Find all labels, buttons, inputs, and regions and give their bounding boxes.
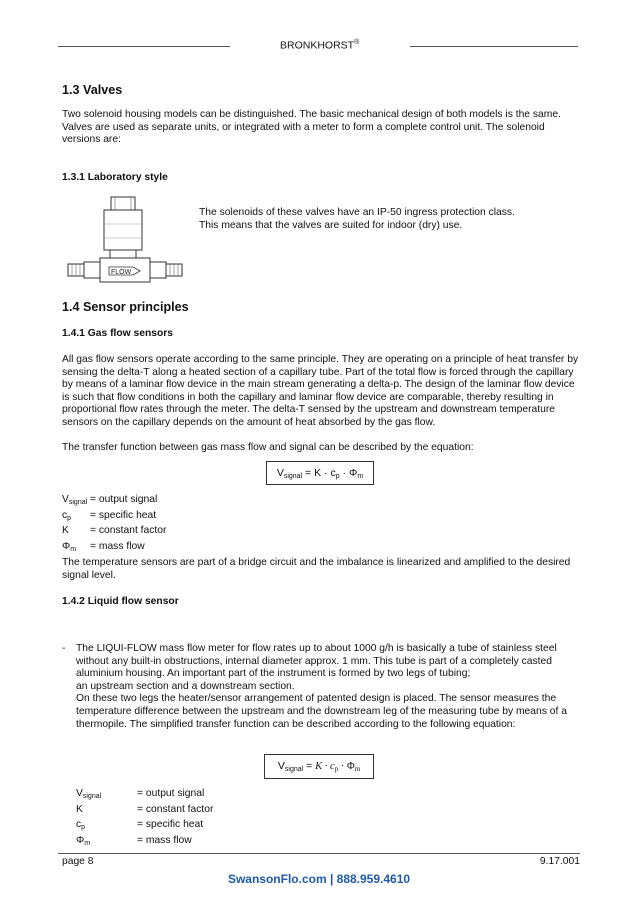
eq1-phi-sub: m bbox=[357, 473, 364, 480]
eq2-v: V bbox=[277, 760, 285, 772]
equation-liquid bbox=[264, 754, 374, 779]
def-symbol: K bbox=[76, 803, 83, 815]
valve-note-line-1: The solenoids of these valves have an IP-50 ingress protection class. bbox=[199, 207, 515, 218]
temperature-paragraph: The temperature sensors are part of a bridge circuit and the imbalance is linearized and amplified to the desired signal level. bbox=[62, 557, 571, 581]
page-number: page 8 bbox=[62, 856, 94, 867]
gas-transfer-sentence: The transfer function between gas mass flow and signal can be described by the equation: bbox=[62, 442, 474, 453]
subsection-title-laboratory: 1.3.1 Laboratory style bbox=[62, 172, 168, 183]
definition-row bbox=[76, 804, 213, 820]
def-symbol-sub: p bbox=[81, 824, 86, 832]
def-description: = mass flow bbox=[90, 540, 145, 552]
definition-row bbox=[62, 525, 166, 541]
document-number: 9.17.001 bbox=[539, 856, 580, 867]
section-title-sensor-principles: 1.4 Sensor principles bbox=[62, 300, 189, 314]
def-description: = constant factor bbox=[90, 525, 167, 537]
liquid-bullet-dash: - bbox=[62, 643, 66, 654]
eq2-phi: · Φ bbox=[338, 761, 355, 772]
def-symbol: K bbox=[62, 525, 69, 537]
contact-link[interactable]: SwansonFlo.com | 888.959.4610 bbox=[227, 872, 411, 886]
eq2-k: K · c bbox=[315, 761, 335, 772]
eq2-equals: = bbox=[303, 760, 316, 772]
header-rule-right bbox=[410, 46, 578, 47]
eq1-k: = K · c bbox=[302, 467, 336, 479]
def-description: = constant factor bbox=[137, 803, 214, 815]
eq2-v-sub: signal bbox=[284, 766, 304, 773]
def-symbol-sub: p bbox=[67, 514, 72, 522]
def-symbol-sub: m bbox=[70, 545, 77, 553]
definition-row bbox=[76, 835, 213, 851]
def-description: = specific heat bbox=[137, 819, 204, 831]
liquid-para-part-3: On these two legs the heater/sensor arrangement of patented design is placed. The sensor measures the temperature difference between the upstream and the downstream leg of the measuring tube by means of a thermopile. The simplified transfer function can be described according to the following equation: bbox=[76, 693, 567, 730]
brand-name: BRONKHORST bbox=[280, 39, 355, 52]
definition-row bbox=[62, 510, 166, 526]
def-symbol: c bbox=[76, 819, 82, 831]
def-symbol-sub: signal bbox=[82, 793, 102, 800]
def-description: = mass flow bbox=[137, 834, 192, 846]
header-rule-left bbox=[58, 46, 230, 47]
def-symbol-sub: m bbox=[84, 839, 91, 847]
eq1-v: V bbox=[276, 467, 284, 479]
section-title-valves: 1.3 Valves bbox=[62, 83, 123, 97]
definition-row bbox=[62, 541, 166, 557]
footer-rule bbox=[58, 853, 580, 854]
eq1-v-sub: signal bbox=[283, 473, 303, 480]
valve-flow-label: FLOW bbox=[111, 269, 132, 276]
liquid-para-part-2: an upstream section and a downstream section. bbox=[76, 680, 295, 692]
valve-note-line-2: This means that the valves are suited for indoor (dry) use. bbox=[199, 220, 463, 231]
liquid-flow-paragraph bbox=[76, 643, 582, 731]
def-symbol: c bbox=[62, 509, 68, 521]
def-symbol: V bbox=[62, 494, 69, 505]
valves-intro: Two solenoid housing models can be distinguished. The basic mechanical design of both models is the same. Valves are used as separate units, or integrated with a meter to form a complete control unit. The solenoid versions are: bbox=[62, 109, 561, 146]
equation-gas bbox=[266, 461, 374, 485]
def-description: = specific heat bbox=[90, 509, 157, 521]
subsection-title-gas-flow: 1.4.1 Gas flow sensors bbox=[62, 328, 174, 339]
gas-flow-paragraph: All gas flow sensors operate according to the same principle. They are operating on a principle of heat transfer by sensing the delta-T along a heated section of a capillary tube. Part of the total flow is forced through the capillary by means of a laminar flow device in the main stream generating a delta-p. The design of the laminar flow device is such that flow conditions in both the capillary and laminar flow device are comparable, thereby resulting in proportional flow rates through the meter. The delta-T sensed by the upstream and downstream temperature sensors on the capillary depends on the amount of heat absorbed by the gas flow. bbox=[62, 354, 579, 428]
gas-definitions bbox=[62, 494, 166, 556]
def-symbol: Φ bbox=[76, 834, 85, 846]
subsection-title-liquid-flow: 1.4.2 Liquid flow sensor bbox=[62, 596, 179, 607]
eq2-phi-sub: m bbox=[354, 765, 361, 773]
eq2-c-sub: p bbox=[334, 765, 339, 773]
definition-row bbox=[62, 494, 166, 510]
def-symbol: Φ bbox=[62, 540, 71, 552]
header-brand bbox=[280, 39, 359, 52]
brand-registered-mark: ® bbox=[354, 39, 360, 46]
definition-row bbox=[76, 788, 213, 804]
def-description: = output signal bbox=[137, 788, 205, 799]
eq1-c-sub: p bbox=[335, 473, 340, 480]
def-symbol: V bbox=[76, 788, 83, 799]
definition-row bbox=[76, 819, 213, 835]
liquid-para-part-1: The LIQUI-FLOW mass flow meter for flow rates up to about 1000 g/h is basically a tube of stainless steel without any built-in obstructions, internal diameter approx. 1 mm. This tube is part of a completely casted aluminium housing. An important part of the instrument is formed by two legs of tubing; bbox=[76, 643, 557, 680]
eq1-phi: · Φ bbox=[339, 467, 358, 479]
valve-drawing bbox=[62, 194, 186, 294]
def-description: = output signal bbox=[90, 494, 158, 505]
def-symbol-sub: signal bbox=[68, 499, 88, 506]
liquid-definitions bbox=[76, 788, 213, 850]
